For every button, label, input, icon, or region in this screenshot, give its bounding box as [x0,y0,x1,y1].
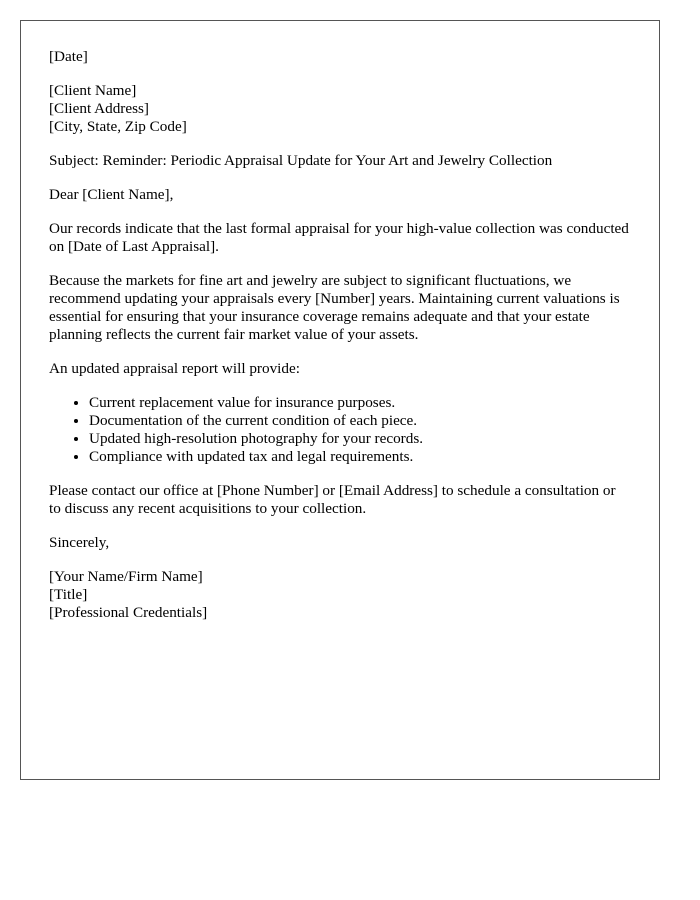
body-paragraph-market-fluctuations: Because the markets for fine art and jewelry are subject to significant fluctuations, we recommend updating your appraisals every [Number] years. Maintaining current valuations is essential for ensuring that your insurance coverage remains adequate and that your estate planning reflects the current fair market value of your assets. [49,272,620,343]
list-item: • Updated high-resolution photography for your records. [89,430,631,448]
salutation: Dear [Client Name], [49,186,174,203]
signature-block [49,568,631,622]
body-paragraph-report-intro: An updated appraisal report will provide: [49,360,300,377]
subject-line: Subject: Reminder: Periodic Appraisal Update for Your Art and Jewelry Collection [49,152,553,169]
letter-page [20,20,660,780]
signature-credentials: [Professional Credentials] [49,604,208,621]
signature-title: [Title] [49,586,88,603]
benefits-list [49,394,631,466]
list-item: • Compliance with updated tax and legal requirements. [89,448,631,466]
recipient-city-state-zip: [City, State, Zip Code] [49,118,187,135]
recipient-address: [Client Address] [49,100,149,117]
list-item: • Current replacement value for insurance purposes. [89,394,631,412]
letter-date: [Date] [49,48,88,65]
recipient-name: [Client Name] [49,82,137,99]
list-item: • Documentation of the current condition of each piece. [89,412,631,430]
closing: Sincerely, [49,534,110,551]
recipient-address-block [49,82,631,136]
body-paragraph-last-appraisal: Our records indicate that the last formal appraisal for your high-value collection was conducted on [Date of Last Appraisal]. [49,220,629,255]
contact-paragraph: Please contact our office at [Phone Number] or [Email Address] to schedule a consultation or to discuss any recent acquisitions to your collection. [49,482,616,517]
signature-name-firm: [Your Name/Firm Name] [49,568,203,585]
